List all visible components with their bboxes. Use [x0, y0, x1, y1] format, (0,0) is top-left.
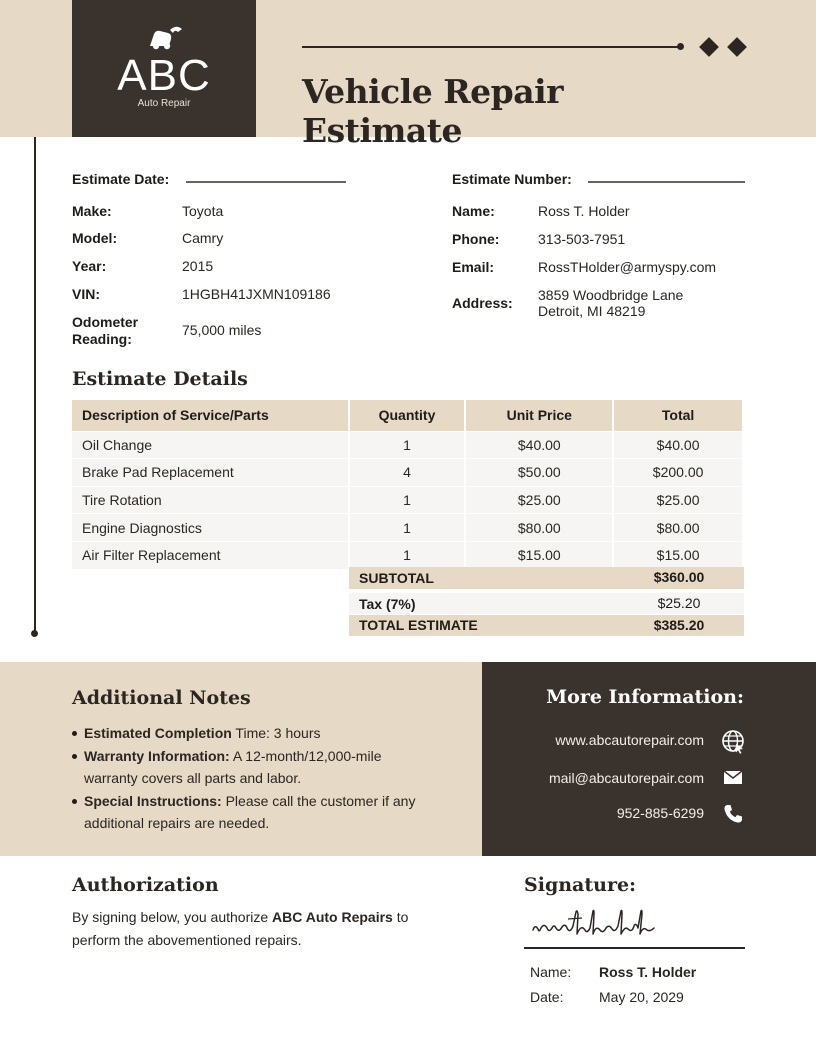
- estimate-date-field[interactable]: [186, 181, 346, 183]
- phone-link[interactable]: 952-885-6299: [616, 805, 704, 821]
- make-label: Make:: [72, 203, 112, 219]
- year-label: Year:: [72, 258, 107, 274]
- total-value: $385.20: [653, 617, 705, 633]
- unit-price-cell: $15.00: [465, 541, 613, 569]
- total-cell: $40.00: [613, 431, 743, 459]
- table-row: [72, 431, 743, 459]
- tax-label: Tax (7%): [359, 596, 416, 612]
- estimate-number-field[interactable]: [588, 181, 745, 183]
- column-header: Quantity: [349, 400, 466, 431]
- page-title: Vehicle Repair Estimate: [302, 72, 564, 150]
- customer-name: Ross T. Holder: [538, 203, 630, 219]
- signature-title: Signature:: [524, 874, 637, 896]
- signature-date-value: May 20, 2029: [599, 989, 684, 1005]
- signature-line: [524, 947, 745, 949]
- total-row: [349, 615, 744, 636]
- email-link[interactable]: mail@abcautorepair.com: [548, 770, 704, 786]
- signature-name-label: Name:: [530, 964, 572, 980]
- note-text: A 12-month/12,000-mile warranty covers all parts and labor.: [84, 747, 382, 786]
- subtotal-label: SUBTOTAL: [359, 570, 434, 586]
- globe-icon: [720, 728, 746, 754]
- address-label: Address:: [452, 295, 513, 311]
- column-header: Unit Price: [465, 400, 613, 431]
- customer-address: [538, 287, 683, 319]
- unit-price-cell: $50.00: [465, 459, 613, 487]
- service-description: Oil Change: [72, 431, 349, 459]
- logo-tagline: Auto Repair: [137, 98, 191, 109]
- signature-date-label: Date:: [530, 989, 564, 1005]
- odometer-label-line2: Reading:: [72, 331, 132, 347]
- quantity-cell: 1: [349, 486, 466, 514]
- signature-image[interactable]: [530, 904, 658, 944]
- notes-title: Additional Notes: [72, 687, 251, 709]
- timeline-dot: [31, 630, 38, 637]
- logo: [72, 0, 256, 137]
- customer-phone: 313-503-7951: [538, 231, 626, 247]
- more-info-title: More Information:: [546, 686, 744, 708]
- company-name: ABC Auto Repairs: [272, 909, 393, 925]
- authorization-text-end: to perform the abovementioned repairs.: [72, 909, 409, 948]
- table-row: [72, 459, 743, 487]
- logo-text: ABC: [117, 51, 211, 100]
- name-label: Name:: [452, 203, 495, 219]
- note-text: Please call the customer if any additional repairs are needed.: [84, 792, 416, 831]
- service-description: Air Filter Replacement: [72, 541, 349, 569]
- address-line1: 3859 Woodbridge Lane: [538, 287, 684, 303]
- address-line2: Detroit, MI 48219: [538, 303, 646, 319]
- quantity-cell: 1: [349, 541, 466, 569]
- email-label: Email:: [452, 259, 495, 275]
- unit-price-cell: $80.00: [465, 514, 613, 542]
- list-item: [84, 722, 432, 745]
- quantity-cell: 1: [349, 514, 466, 542]
- unit-price-cell: $25.00: [465, 486, 613, 514]
- subtotal-row: [349, 567, 744, 589]
- unit-price-cell: $40.00: [465, 431, 613, 459]
- model-value: Camry: [182, 230, 224, 246]
- notes-list: [72, 722, 432, 835]
- table-row: [72, 541, 743, 569]
- timeline-line: [34, 137, 36, 633]
- header-rule-dot: [677, 43, 684, 50]
- note-heading: Estimated Completion: [84, 725, 232, 741]
- service-description: Brake Pad Replacement: [72, 459, 349, 487]
- total-cell: $200.00: [613, 459, 743, 487]
- estimate-table: [72, 400, 744, 569]
- list-item: [84, 745, 432, 790]
- service-description: Tire Rotation: [72, 486, 349, 514]
- subtotal-value: $360.00: [653, 569, 705, 585]
- table-row: [72, 514, 743, 542]
- total-cell: $80.00: [613, 514, 743, 542]
- authorization-text-start: By signing below, you authorize: [72, 909, 273, 925]
- vin-label: VIN:: [72, 286, 100, 302]
- authorization-title: Authorization: [72, 874, 219, 896]
- service-description: Engine Diagnostics: [72, 514, 349, 542]
- total-cell: $15.00: [613, 541, 743, 569]
- list-item: [84, 790, 432, 835]
- header-rule: [302, 46, 680, 48]
- note-heading: Special Instructions:: [84, 792, 222, 809]
- phone-label: Phone:: [452, 231, 500, 247]
- note-text: Time: 3 hours: [231, 725, 321, 741]
- tax-row: [349, 593, 744, 614]
- website-link[interactable]: www.abcautorepair.com: [555, 732, 704, 748]
- estimate-date-label: Estimate Date:: [72, 171, 170, 187]
- estimate-details-title: Estimate Details: [72, 368, 248, 390]
- odometer-label-line1: Odometer: [72, 314, 139, 330]
- total-cell: $25.00: [613, 486, 743, 514]
- car-logo-icon: [146, 24, 184, 50]
- table-row: [72, 486, 743, 514]
- customer-email: RossTHolder@armyspy.com: [538, 259, 717, 275]
- year-value: 2015: [182, 258, 214, 274]
- phone-icon: [720, 801, 746, 827]
- authorization-text: [72, 906, 432, 952]
- signature-name-value: Ross T. Holder: [599, 964, 697, 980]
- table-header-row: [72, 400, 743, 431]
- total-label: TOTAL ESTIMATE: [359, 617, 478, 633]
- mail-icon: [720, 765, 746, 791]
- note-heading: Warranty Information:: [84, 747, 230, 764]
- tax-value: $25.20: [657, 595, 701, 611]
- make-value: Toyota: [182, 203, 224, 219]
- odometer-label: [72, 314, 138, 348]
- model-label: Model:: [72, 230, 118, 246]
- quantity-cell: 4: [349, 459, 466, 487]
- estimate-number-label: Estimate Number:: [452, 171, 572, 187]
- column-header: Total: [613, 400, 743, 431]
- quantity-cell: 1: [349, 431, 466, 459]
- vin-value: 1HGBH41JXMN109186: [182, 286, 331, 302]
- odometer-value: 75,000 miles: [182, 322, 262, 338]
- column-header: Description of Service/Parts: [72, 400, 349, 431]
